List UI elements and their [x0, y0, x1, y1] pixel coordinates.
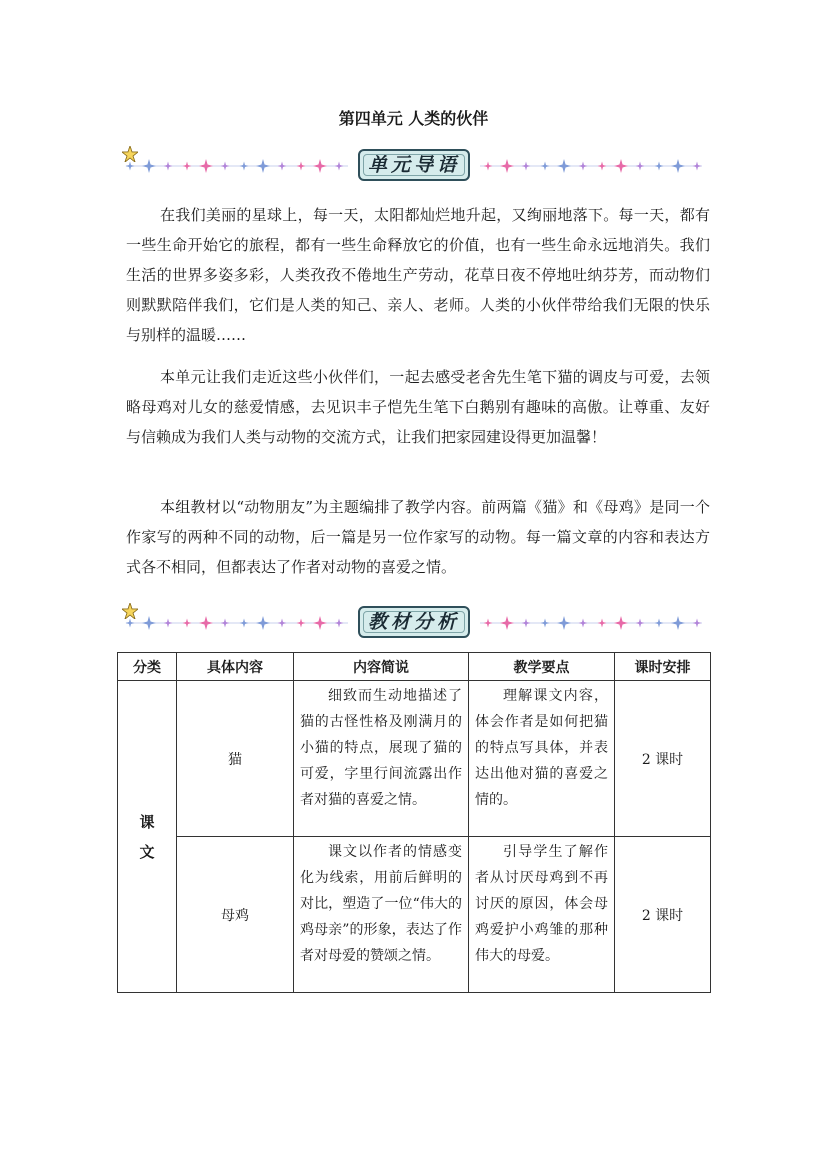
page-title: 第四单元 人类的伙伴: [338, 109, 489, 128]
intro-paragraph-1: 在我们美丽的星球上，每一天，太阳都灿烂地升起，又绚丽地落下。每一天，都有一些生命开始它的旅程，都有一些生命释放它的价值，也有一些生命永远地消失。我们生活的世界多姿多彩，人类孜孜不倦地生产劳动，花草日夜不停地吐纳芬芳，而动物们则默默陪伴我们，它们是人类的知己、亲人、老师。人类的小伙伴带给我们无限的快乐与别样的温暖……: [126, 206, 710, 344]
intro-paragraph-3: 本组教材以“动物朋友”为主题编排了教学内容。前两篇《猫》和《母鸡》是同一个作家写的两种不同的动物，后一篇是另一位作家写的动物。每一篇文章的内容和表达方式各不相同，但都表达了作者对动物的喜爱之情。: [126, 498, 710, 576]
intro-banner-label: 单元导语: [358, 149, 470, 181]
sparkle-icon: [126, 619, 135, 628]
star-icon: [122, 603, 138, 619]
sparkle-icon: [693, 162, 702, 171]
sparkle-icon: [256, 159, 270, 173]
sparkle-icon: [199, 616, 213, 630]
points-cell: 引导学生了解作者从讨厌母鸡到不再讨厌的原因，体会母鸡爱护小鸡雏的那种伟大的母爱。: [469, 837, 615, 993]
sparkle-icon: [297, 162, 306, 171]
header-points: 教学要点: [469, 653, 615, 681]
sparkle-icon: [655, 619, 664, 628]
content-cell: 母鸡: [177, 837, 294, 993]
intro-paragraph-2: 本单元让我们走近这些小伙伴们，一起去感受老舍先生笔下猫的调皮与可爱，去领略母鸡对儿女的慈爱情感，去见识丰子恺先生笔下白鹅别有趣味的高傲。让尊重、友好与信赖成为我们人类与动物的交流方式，让我们把家园建设得更加温馨！: [126, 368, 710, 446]
header-hours: 课时安排: [615, 653, 711, 681]
analysis-table: [117, 652, 711, 993]
sparkle-icon: [240, 162, 249, 171]
category-cell: [118, 681, 177, 993]
sparkle-icon: [557, 616, 571, 630]
sparkle-icon: [278, 162, 287, 171]
sparkle-icon: [579, 162, 588, 171]
header-category: 分类: [118, 653, 177, 681]
sparkle-icon: [655, 162, 664, 171]
sparkle-icon: [126, 162, 135, 171]
sparkle-icon: [614, 159, 628, 173]
sparkle-icon: [614, 616, 628, 630]
sparkle-icon: [522, 619, 531, 628]
sparkle-icon: [142, 159, 156, 173]
sparkle-icon: [522, 162, 531, 171]
analysis-banner-label: 教材分析: [358, 606, 470, 638]
summary-cell: 细致而生动地描述了猫的古怪性格及刚满月的小猫的特点，展现了猫的可爱，字里行间流露出作者对猫的喜爱之情。: [294, 681, 469, 837]
table-row: [118, 681, 711, 837]
content-cell: 猫: [177, 681, 294, 837]
sparkle-icon: [256, 616, 270, 630]
sparkle-icon: [598, 619, 607, 628]
star-icon: [122, 146, 138, 162]
sparkle-icon: [313, 159, 327, 173]
sparkle-icon: [183, 619, 192, 628]
table-header-row: [118, 653, 711, 681]
summary-cell: 课文以作者的情感变化为线索，用前后鲜明的对比，塑造了一位“伟大的鸡母亲”的形象，表达了作者对母爱的赞颂之情。: [294, 837, 469, 993]
sparkle-icon: [484, 619, 493, 628]
sparkle-icon: [278, 619, 287, 628]
sparkle-icon: [636, 619, 645, 628]
header-summary: 内容简说: [294, 653, 469, 681]
table-row: [118, 837, 711, 993]
sparkle-icon: [598, 162, 607, 171]
sparkle-icon: [579, 619, 588, 628]
sparkle-icon: [636, 162, 645, 171]
sparkle-icon: [164, 162, 173, 171]
sparkle-icon: [221, 619, 230, 628]
sparkle-icon: [313, 616, 327, 630]
category-char: 课: [139, 812, 155, 831]
points-cell: 理解课文内容，体会作者是如何把猫的特点写具体，并表达出他对猫的喜爱之情的。: [469, 681, 615, 837]
sparkle-icon: [183, 162, 192, 171]
sparkle-icon: [557, 159, 571, 173]
sparkle-icon: [335, 162, 344, 171]
sparkle-icon: [500, 159, 514, 173]
sparkle-icon: [199, 159, 213, 173]
sparkle-icon: [221, 162, 230, 171]
sparkle-icon: [671, 616, 685, 630]
intro-banner: [122, 146, 706, 186]
sparkle-icon: [164, 619, 173, 628]
hours-cell: 2 课时: [615, 837, 711, 993]
sparkle-icon: [297, 619, 306, 628]
analysis-banner: [122, 603, 706, 643]
sparkle-icon: [484, 162, 493, 171]
category-char: 文: [139, 842, 155, 861]
sparkle-icon: [671, 159, 685, 173]
sparkle-icon: [500, 616, 514, 630]
sparkle-icon: [693, 619, 702, 628]
header-content: 具体内容: [177, 653, 294, 681]
hours-cell: 2 课时: [615, 681, 711, 837]
sparkle-icon: [541, 162, 550, 171]
sparkle-icon: [541, 619, 550, 628]
sparkle-icon: [335, 619, 344, 628]
sparkle-icon: [142, 616, 156, 630]
sparkle-icon: [240, 619, 249, 628]
